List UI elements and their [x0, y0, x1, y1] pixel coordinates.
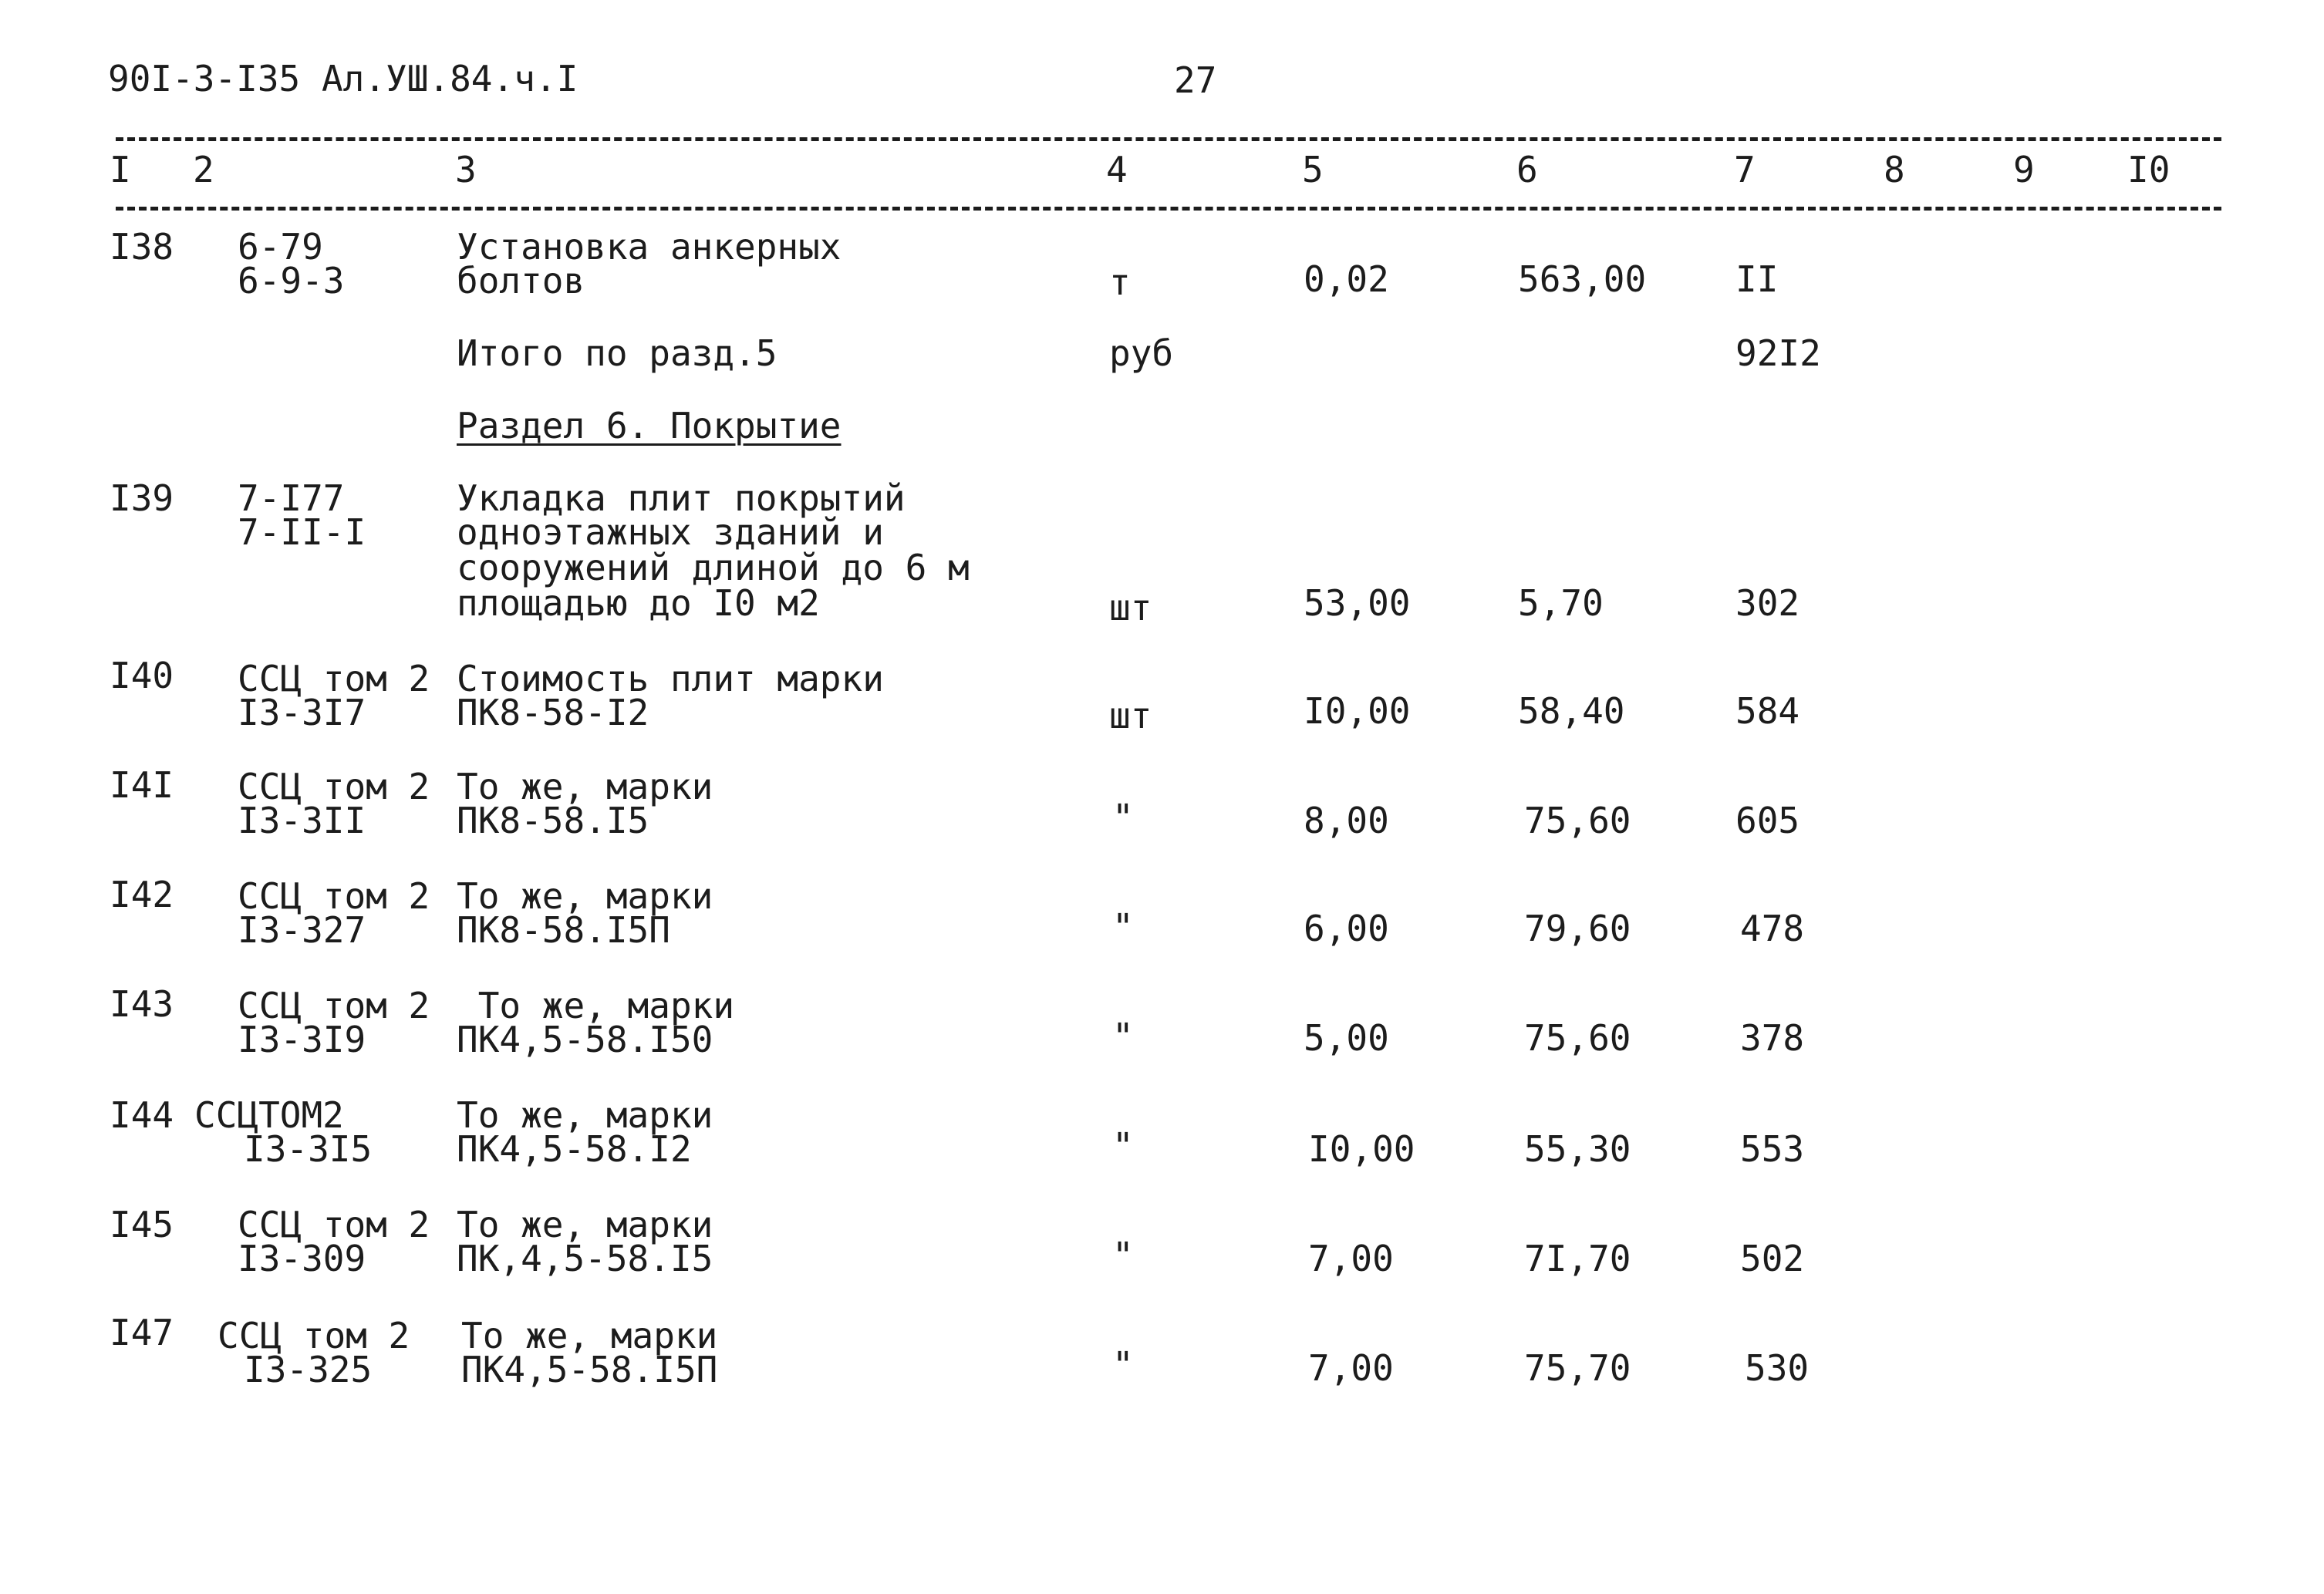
- column-header-1: I: [110, 149, 131, 190]
- quantity: 7,00: [1308, 1238, 1394, 1279]
- unit: ": [1112, 906, 1134, 948]
- unit: ": [1112, 1016, 1134, 1057]
- unit-price: 55,30: [1524, 1128, 1631, 1170]
- work-description: Стоимость плит марки: [457, 658, 884, 699]
- work-description-line: ПК4,5-58.I5П: [461, 1349, 718, 1390]
- norm-code-sub: I3-327: [238, 909, 366, 951]
- header-top-rule: [116, 137, 2221, 141]
- row-number: I38: [110, 226, 174, 268]
- column-header-7: 7: [1734, 149, 1756, 190]
- unit: шт: [1109, 695, 1152, 736]
- total-cost: 584: [1735, 690, 1800, 732]
- unit-price: 75,60: [1524, 1017, 1631, 1059]
- column-header-5: 5: [1302, 149, 1324, 190]
- total-cost: 605: [1735, 800, 1800, 841]
- work-description: То же, марки: [457, 766, 713, 807]
- work-description-line: ПК8-58-I2: [457, 692, 649, 733]
- row-number: I42: [110, 874, 174, 915]
- norm-code-sub: 6-9-3: [238, 260, 345, 302]
- row-number: I44: [110, 1094, 174, 1136]
- unit-price: 563,00: [1518, 258, 1647, 300]
- quantity: 5,00: [1304, 1017, 1389, 1059]
- work-description-line: сооружений длиной до 6 м: [457, 547, 970, 588]
- section-heading: Раздел 6. Покрытие: [457, 405, 842, 447]
- document-code: 90I-3-I35 Ал.УШ.84.ч.I: [108, 58, 578, 99]
- total-cost: II: [1735, 258, 1779, 300]
- row-number: I4I: [110, 764, 174, 806]
- work-description: Установка анкерных: [457, 226, 842, 268]
- norm-code-sub: I3-3II: [238, 800, 366, 841]
- page-number: 27: [1174, 59, 1217, 101]
- unit: шт: [1109, 587, 1152, 629]
- row-number: I45: [110, 1204, 174, 1245]
- unit: ": [1112, 1235, 1134, 1276]
- norm-code-sub: I3-309: [238, 1238, 366, 1279]
- column-header-9: 9: [2013, 149, 2035, 190]
- column-header-3: 3: [455, 149, 477, 190]
- work-description-line: одноэтажных зданий и: [457, 511, 884, 553]
- norm-code-sub: I3-3I7: [238, 692, 366, 733]
- row-number: I47: [110, 1312, 174, 1353]
- row-number: I39: [110, 477, 174, 519]
- column-header-6: 6: [1516, 149, 1538, 190]
- work-description-line: ПК4,5-58.I2: [457, 1128, 692, 1170]
- total-cost: 478: [1740, 908, 1805, 949]
- work-description-line: ПК8-58.I5: [457, 800, 649, 841]
- norm-code: ССЦТОМ2: [194, 1094, 344, 1136]
- norm-code: 6-79: [238, 226, 323, 268]
- total-cost: 302: [1735, 582, 1800, 624]
- norm-code-sub: 7-II-I: [238, 511, 366, 553]
- row-number: I43: [110, 983, 174, 1025]
- norm-code: ССЦ том 2: [218, 1315, 410, 1356]
- unit: т: [1109, 261, 1131, 303]
- unit: ": [1112, 1125, 1134, 1167]
- column-header-2: 2: [193, 149, 214, 190]
- norm-code-sub: I3-3I5: [244, 1128, 373, 1170]
- norm-code-sub: I3-325: [244, 1349, 373, 1390]
- norm-code: ССЦ том 2: [238, 985, 430, 1026]
- work-description: То же, марки: [457, 1204, 713, 1245]
- quantity: I0,00: [1308, 1128, 1415, 1170]
- quantity: 0,02: [1304, 258, 1389, 300]
- total-cost: 530: [1745, 1347, 1810, 1389]
- work-description: То же, марки: [457, 875, 713, 917]
- work-description: То же, марки: [457, 985, 735, 1026]
- unit-price: 7I,70: [1524, 1238, 1631, 1279]
- unit: ": [1112, 1344, 1134, 1386]
- work-description-line: ПК4,5-58.I50: [457, 1019, 713, 1060]
- unit-price: 58,40: [1518, 690, 1625, 732]
- quantity: 7,00: [1308, 1347, 1394, 1389]
- total-cost: 502: [1740, 1238, 1805, 1279]
- unit: руб: [1109, 332, 1174, 374]
- work-description: То же, марки: [457, 1094, 713, 1136]
- unit-price: 79,60: [1524, 908, 1631, 949]
- column-header-4: 4: [1106, 149, 1128, 190]
- row-number: I40: [110, 655, 174, 696]
- work-description: То же, марки: [461, 1315, 718, 1356]
- norm-code: ССЦ том 2: [238, 1204, 430, 1245]
- quantity: 6,00: [1304, 908, 1389, 949]
- column-header-8: 8: [1884, 149, 1905, 190]
- work-description-line: болтов: [457, 260, 585, 302]
- section-total-value: 92I2: [1735, 332, 1821, 374]
- unit-price: 75,70: [1524, 1347, 1631, 1389]
- column-header-10: I0: [2127, 149, 2171, 190]
- section-total-label: Итого по разд.5: [457, 332, 777, 374]
- work-description: Укладка плит покрытий: [457, 477, 906, 519]
- unit: ": [1112, 797, 1134, 838]
- quantity: I0,00: [1304, 690, 1411, 732]
- norm-code: ССЦ том 2: [238, 875, 430, 917]
- quantity: 53,00: [1304, 582, 1411, 624]
- total-cost: 553: [1740, 1128, 1805, 1170]
- norm-code-sub: I3-3I9: [238, 1019, 366, 1060]
- total-cost: 378: [1740, 1017, 1805, 1059]
- unit-price: 75,60: [1524, 800, 1631, 841]
- unit-price: 5,70: [1518, 582, 1604, 624]
- work-description-line: ПК8-58.I5П: [457, 909, 670, 951]
- norm-code: ССЦ том 2: [238, 658, 430, 699]
- work-description-line: ПК,4,5-58.I5: [457, 1238, 713, 1279]
- work-description-line: площадью до I0 м2: [457, 582, 820, 624]
- header-bottom-rule: [116, 207, 2221, 211]
- norm-code: ССЦ том 2: [238, 766, 430, 807]
- quantity: 8,00: [1304, 800, 1389, 841]
- norm-code: 7-I77: [238, 477, 345, 519]
